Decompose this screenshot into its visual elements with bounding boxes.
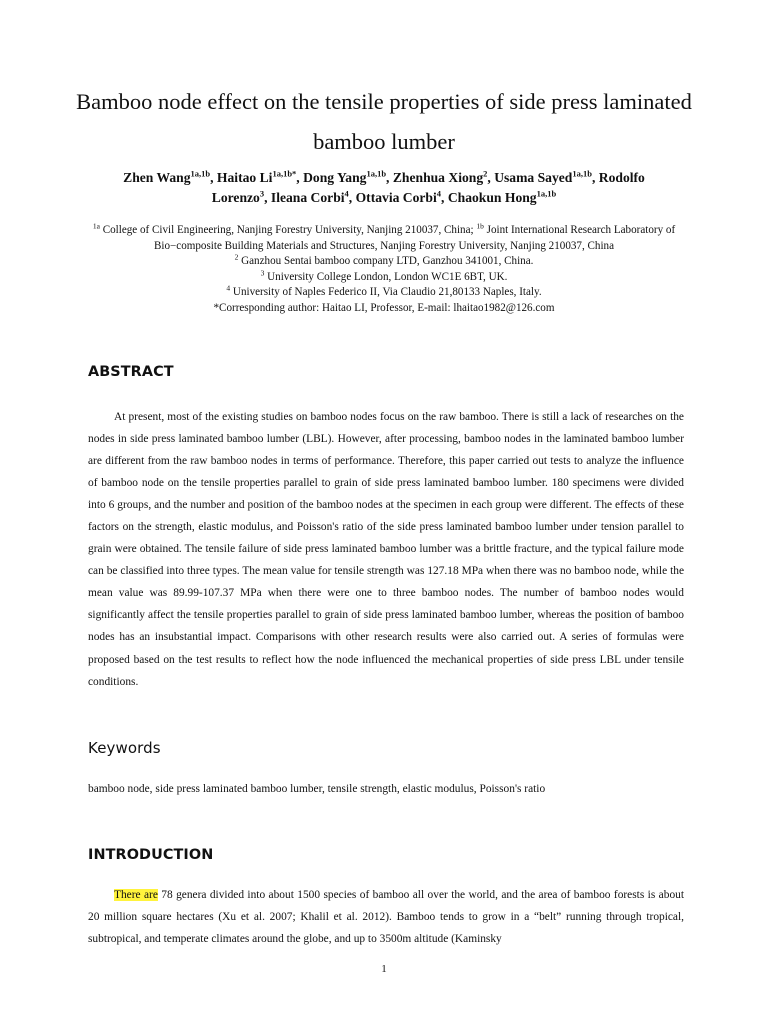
- author-name: Zhen Wang: [123, 170, 191, 185]
- author-affiliation-mark: 1a,1b*: [272, 168, 297, 179]
- author: [303, 170, 393, 185]
- author-name: Dong Yang: [303, 170, 367, 185]
- author: [356, 190, 448, 205]
- affiliation-4: $^4$ University of Naples Federico II, Via Claudio 21,80133 Naples, Italy.: [226, 283, 542, 299]
- author: [217, 170, 303, 185]
- author-name: Ileana Corbi: [270, 190, 345, 205]
- author-separator: ,: [348, 190, 356, 205]
- author-affiliation-mark: 1a,1b: [572, 168, 592, 179]
- author-separator: ,: [487, 170, 495, 185]
- introduction-body: [88, 884, 684, 950]
- affiliation-1: $^{1a}$ College of Civil Engineering, Nanjing Forestry University, Nanjing 210037, China; $^{1b}$ Joint International Research Laboratory of Bio−composite Building Materials and Structures, Nanjing Forestry University, Nanjing 210037, China: [92, 221, 676, 252]
- author-name: Zhenhua Xiong: [392, 170, 484, 185]
- keywords-text: bamboo node, side press laminated bamboo lumber, tensile strength, elastic modulus, Poisson's ratio: [88, 783, 546, 795]
- affiliation-3: $^3$ University College London, London WC1E 6BT, UK.: [260, 268, 508, 283]
- author-affiliation-mark: 1a,1b: [190, 168, 211, 179]
- author-separator: ,: [296, 170, 304, 185]
- author: [271, 190, 356, 205]
- author-affiliation-mark: 4: [344, 188, 349, 199]
- introduction-heading: INTRODUCTION: [88, 847, 214, 863]
- author-affiliation-mark: 1a,1b: [536, 188, 557, 199]
- author-separator: ,: [210, 170, 217, 185]
- author: [393, 170, 494, 185]
- abstract-heading: ABSTRACT: [88, 364, 174, 380]
- author-affiliation-mark: 4: [436, 188, 442, 199]
- author: [494, 170, 599, 185]
- author-name: Chaokun Hong: [447, 190, 537, 205]
- author-affiliation-mark: 2: [483, 168, 488, 179]
- page-number: 1: [381, 963, 387, 975]
- author-list: [96, 168, 672, 208]
- author-affiliation-mark: 3: [259, 188, 265, 199]
- author: [448, 190, 556, 205]
- abstract-text: At present, most of the existing studies on bamboo nodes focus on the raw bamboo. There is still a lack of researches on the nodes in side press laminated bamboo lumber (LBL). However, after processing, bamboo nodes in the laminated bamboo lumber are different from the raw bamboo nodes in terms of performance. Therefore, this paper carried out tests to analyze the influence of bamboo node on the tensile properties parallel to grain of side press laminated bamboo lumber. 180 specimens were divided into 6 groups, and the number and position of the bamboo nodes at the specimen in each group were different. The effects of these factors on the strength, elastic modulus, and Poisson's ratio of the side press laminated bamboo lumber under tension parallel to grain were obtained. The tensile failure of side press laminated bamboo lumber was a brittle fracture, and the typical failure mode can be classified into three types. The mean value for tensile strength was 127.18 MPa when there was no bamboo node, while the mean value was 89.99-107.37 MPa when there were one to three bamboo nodes. The number of bamboo nodes would significantly affect the tensile properties parallel to grain of side press laminated bamboo lumber, whereas the position of bamboo nodes has an insubstantial impact. Comparisons with other research results were also carried out. A series of formulas were proposed based on the test results to reflect how the node influenced the mechanical properties of side press LBL under tensile conditions.: [88, 411, 684, 688]
- affiliations: [90, 223, 678, 317]
- author-separator: ,: [591, 170, 599, 185]
- author-separator: ,: [386, 170, 393, 185]
- author-separator: ,: [264, 190, 271, 205]
- highlighted-text: There are: [114, 889, 158, 901]
- author-separator: ,: [441, 190, 448, 205]
- paper-title: Bamboo node effect on the tensile properties of side press laminated bamboo lumber: [76, 89, 692, 154]
- introduction-text: 78 genera divided into about 1500 species of bamboo all over the world, and the area of bamboo forests is about 20 million square hectares (Xu et al. 2007; Khalil et al. 2012). Bamboo tends to grow in a “belt” running through tropical, subtropical, and temperate climates around the globe, and up to 3500m altitude (Kaminsky: [88, 889, 684, 946]
- author-name: Haitao Li: [216, 170, 273, 185]
- corresponding-author: *Corresponding author: Haitao LI, Professor, E-mail: lhaitao1982@126.com: [213, 301, 555, 314]
- abstract-body: [88, 406, 684, 693]
- author-name: Rodolfo Lorenzo: [211, 170, 645, 205]
- author-affiliation-mark: 1a,1b: [366, 168, 387, 179]
- affiliation-2: $^2$ Ganzhou Sentai bamboo company LTD, Ganzhou 341001, China.: [234, 252, 534, 268]
- author-name: Usama Sayed: [494, 170, 573, 185]
- author: [123, 170, 217, 185]
- keywords-heading: Keywords: [88, 739, 161, 757]
- author-name: Ottavia Corbi: [355, 190, 437, 205]
